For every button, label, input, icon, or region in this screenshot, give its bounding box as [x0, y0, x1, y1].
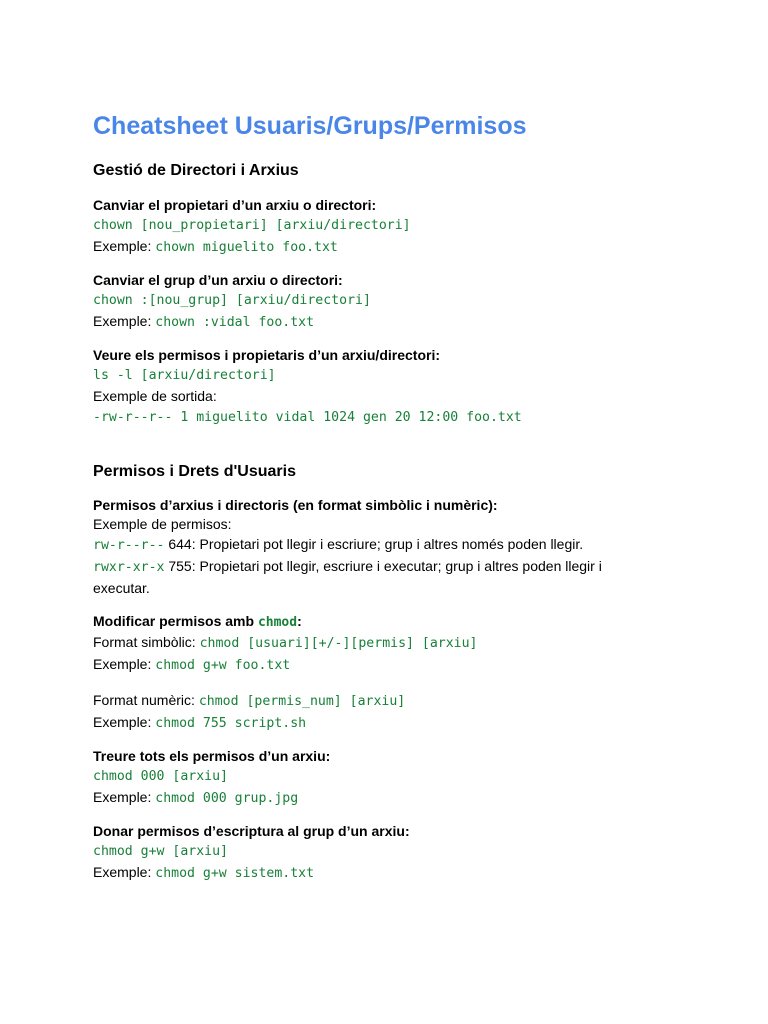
- output-label: Exemple de sortida:: [93, 388, 217, 404]
- code-snippet: chmod: [257, 615, 298, 630]
- document-page: [93, 110, 653, 884]
- ls-block: [93, 346, 653, 428]
- chmod-block: [93, 612, 653, 734]
- example-label: Exemple:: [93, 789, 156, 805]
- intro-line: Exemple de permisos:: [93, 516, 232, 532]
- example-line: [93, 311, 653, 333]
- example-label: Exemple:: [93, 864, 156, 880]
- format-label: Format numèric:: [93, 692, 199, 708]
- code-snippet: chmod g+w foo.txt: [155, 658, 291, 673]
- section-heading-directory-files: Gestió de Directori i Arxius: [93, 162, 299, 179]
- block-title: Treure tots els permisos d’un arxiu:: [93, 748, 331, 764]
- code-snippet: chmod 000 grup.jpg: [155, 791, 299, 806]
- example-label: Exemple:: [93, 313, 156, 329]
- numeric-format-line: [93, 690, 653, 712]
- code-snippet: chmod g+w [arxiu]: [93, 844, 228, 859]
- code-snippet: chown :[nou_grup] [arxiu/directori]: [93, 293, 371, 308]
- syntax-line: [93, 289, 653, 311]
- block-title: Canviar el propietari d’un arxiu o directori:: [93, 197, 377, 213]
- permission-description: 644: Propietari pot llegir i escriure; grup i altres només poden llegir.: [164, 536, 584, 552]
- code-snippet: rw-r--r--: [93, 538, 165, 553]
- example-line: [93, 236, 653, 258]
- code-snippet: chmod [permis_num] [arxiu]: [198, 694, 406, 709]
- example-label: Exemple:: [93, 238, 156, 254]
- output-line: [93, 406, 653, 428]
- code-snippet: chmod 755 script.sh: [155, 716, 307, 731]
- group-write-block: [93, 822, 653, 884]
- code-snippet: chown [nou_propietari] [arxiu/directori]: [93, 218, 411, 233]
- permission-example-755: [93, 556, 653, 598]
- code-snippet: chmod [usuari][+/-][permis] [arxiu]: [199, 636, 478, 651]
- example-line: [93, 654, 653, 676]
- block-title: Veure els permisos i propietaris d’un arxiu/directori:: [93, 347, 440, 363]
- permission-example-644: [93, 534, 653, 556]
- chown-owner-block: [93, 196, 653, 258]
- permission-formats-block: [93, 496, 653, 598]
- code-snippet: ls -l [arxiu/directori]: [93, 368, 276, 383]
- page-title: Cheatsheet Usuaris/Grups/Permisos: [93, 112, 527, 140]
- example-line: [93, 862, 653, 884]
- title-prefix: Modificar permisos amb: [93, 613, 258, 629]
- code-snippet: -rw-r--r-- 1 miguelito vidal 1024 gen 20 12:00 foo.txt: [93, 410, 522, 425]
- syntax-line: [93, 364, 653, 386]
- title-suffix: :: [297, 613, 302, 629]
- block-title: Canviar el grup d’un arxiu o directori:: [93, 272, 343, 288]
- code-snippet: rwxr-xr-x: [93, 560, 165, 575]
- block-title: Permisos d’arxius i directoris (en format simbòlic i numèric):: [93, 497, 498, 513]
- code-snippet: chown :vidal foo.txt: [155, 315, 315, 330]
- example-label: Exemple:: [93, 714, 156, 730]
- block-title: [93, 612, 653, 632]
- code-snippet: chmod 000 [arxiu]: [93, 769, 228, 784]
- block-title: Donar permisos d’escriptura al grup d’un arxiu:: [93, 823, 410, 839]
- code-snippet: chown miguelito foo.txt: [155, 240, 338, 255]
- permission-description: 755: Propietari pot llegir, escriure i executar; grup i altres poden llegir i executar.: [93, 558, 602, 596]
- format-label: Format simbòlic:: [93, 634, 200, 650]
- syntax-line: [93, 214, 653, 236]
- example-line: [93, 787, 653, 809]
- syntax-line: [93, 765, 653, 787]
- example-line: [93, 712, 653, 734]
- remove-permissions-block: [93, 747, 653, 809]
- example-label: Exemple:: [93, 656, 156, 672]
- symbolic-format-line: [93, 632, 653, 654]
- syntax-line: [93, 840, 653, 862]
- section-heading-permissions: Permisos i Drets d'Usuaris: [93, 463, 296, 480]
- chown-group-block: [93, 271, 653, 333]
- code-snippet: chmod g+w sistem.txt: [155, 866, 315, 881]
